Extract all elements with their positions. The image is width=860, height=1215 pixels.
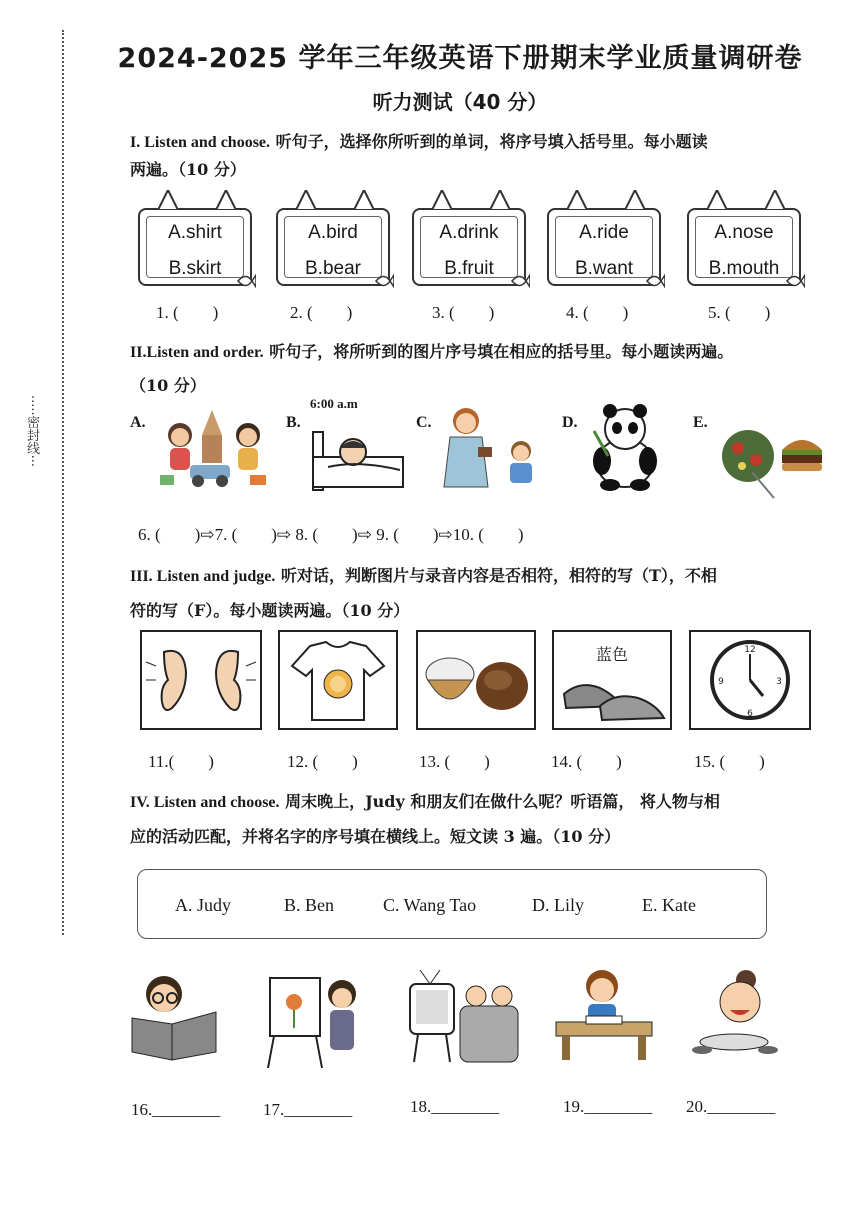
fish-icon — [236, 272, 256, 290]
section2-heading-2: （10 分） — [130, 376, 206, 395]
card-ears-icon — [150, 190, 244, 210]
child-waking-up-bed-image — [308, 412, 408, 492]
name-option-a: A. Judy — [175, 895, 232, 915]
shoes-icon — [560, 670, 668, 726]
match-blank-20[interactable]: 20.________ — [686, 1097, 776, 1116]
section2-title: II.Listen and order. — [130, 344, 264, 361]
mother-and-child-image — [436, 403, 548, 489]
word-card-2 — [276, 208, 390, 286]
section3-instructions: 听对话，判断图片与录音内容是否相符，相符的写（T），不相 — [280, 566, 717, 585]
clock-icon — [691, 632, 809, 728]
name-option-e: E. Kate — [642, 895, 696, 915]
svg-text:12: 12 — [744, 645, 756, 655]
pic-label-a: A. — [130, 414, 146, 431]
family-watching-tv-image — [406, 966, 522, 1070]
choose-answer-5: 5. ( ) — [708, 303, 771, 322]
section1-heading — [130, 128, 820, 183]
children-playing-toys-image — [150, 405, 275, 490]
card-option-a: A.bird — [308, 222, 358, 243]
judge-box-ears — [140, 630, 262, 730]
exam-subtitle: 听力测试（40 分） — [372, 90, 548, 114]
fish-icon — [510, 272, 530, 290]
judge-box-tshirt — [278, 630, 398, 730]
svg-text:6: 6 — [747, 709, 753, 719]
word-card-1 — [138, 208, 252, 286]
food-salad-hamburger-image — [712, 420, 827, 500]
section2-heading — [130, 338, 820, 366]
card-option-b: B.skirt — [168, 258, 222, 279]
child-doing-homework-image — [552, 966, 658, 1062]
child-painting-image — [264, 970, 368, 1070]
binding-margin-text: ·····密封线··· — [24, 395, 39, 468]
card-ears-icon — [288, 190, 382, 210]
child-eating-image — [684, 966, 784, 1058]
name-option-b: B. Ben — [284, 895, 335, 915]
pic-label-b: B. — [286, 414, 301, 431]
exam-title: 2024-2025 学年三年级英语下册期末学业质量调研卷 — [117, 43, 803, 74]
card-option-b: B.want — [574, 258, 634, 279]
svg-text:9: 9 — [718, 677, 724, 687]
child-reading-image — [122, 968, 222, 1064]
section1-instructions-2: 两遍。（10 分） — [130, 160, 246, 179]
section3-title: III. Listen and judge. — [130, 568, 276, 585]
judge-box-clock — [689, 630, 811, 730]
judge-box-rice-chicken — [416, 630, 536, 730]
word-card-5 — [687, 208, 801, 286]
card-option-b: B.bear — [305, 258, 361, 279]
pic-label-e: E. — [693, 414, 708, 431]
card-ears-icon — [424, 190, 518, 210]
section4-title: IV. Listen and choose. — [130, 794, 280, 811]
match-blank-17[interactable]: 17.________ — [263, 1100, 353, 1119]
judge-answer-14: 14. ( ) — [551, 752, 622, 771]
panda-image — [580, 401, 670, 491]
card-ears-icon — [559, 190, 653, 210]
choose-answer-4: 4. ( ) — [566, 303, 629, 322]
section1-title: I. Listen and choose. — [130, 134, 271, 151]
fish-icon — [785, 272, 805, 290]
card-option-a: A.shirt — [168, 222, 222, 243]
choose-answer-2: 2. ( ) — [290, 303, 353, 322]
judge-box-shoes — [552, 630, 672, 730]
judge-answer-15: 15. ( ) — [694, 752, 765, 771]
rice-and-chicken-icon — [418, 632, 534, 728]
judge-answer-11: 11.( ) — [148, 752, 214, 771]
card-option-b: B.fruit — [444, 258, 494, 279]
tshirt-lion-icon — [280, 632, 396, 728]
section4-heading — [130, 788, 820, 816]
time-caption: 6:00 a.m — [310, 396, 358, 411]
ears-icon — [142, 632, 260, 728]
order-answer-line: 6. ( )⇨7. ( )⇨ 8. ( )⇨ 9. ( )⇨10. ( ) — [138, 525, 524, 544]
shoe-color-caption: 蓝色 — [595, 645, 628, 664]
match-blank-16[interactable]: 16.________ — [131, 1100, 221, 1119]
card-option-a: A.drink — [439, 222, 499, 243]
choose-answer-3: 3. ( ) — [432, 303, 495, 322]
section3-heading-2: 符的写（F）。每小题读两遍。（10 分） — [130, 601, 410, 620]
match-blank-19[interactable]: 19.________ — [563, 1097, 653, 1116]
section3-heading — [130, 562, 820, 590]
fish-icon — [645, 272, 665, 290]
word-card-4 — [547, 208, 661, 286]
section1-instructions: 听句子，选择你所听到的单词，将序号填入括号里。每小题读 — [275, 132, 708, 151]
word-card-3 — [412, 208, 526, 286]
binding-margin-line — [62, 30, 64, 935]
judge-answer-13: 13. ( ) — [419, 752, 490, 771]
card-option-a: A.ride — [579, 222, 629, 243]
pic-label-c: C. — [416, 414, 432, 431]
choose-answer-1: 1. ( ) — [156, 303, 219, 322]
name-option-c: C. Wang Tao — [383, 895, 477, 915]
section2-instructions: 听句子，将所听到的图片序号填在相应的括号里。每小题读两遍。 — [269, 342, 734, 361]
judge-answer-12: 12. ( ) — [287, 752, 358, 771]
fish-icon — [374, 272, 394, 290]
svg-text:3: 3 — [776, 677, 782, 687]
match-blank-18[interactable]: 18.________ — [410, 1097, 500, 1116]
pic-label-d: D. — [562, 414, 578, 431]
section4-heading-2: 应的活动匹配，并将名字的序号填在横线上。短文读 3 遍。（10 分） — [130, 827, 621, 846]
card-ears-icon — [699, 190, 793, 210]
card-option-b: B.mouth — [708, 258, 780, 279]
name-option-d: D. Lily — [532, 895, 584, 915]
section4-instructions: 周末晚上，Judy 和朋友们在做什么呢？听语篇， 将人物与相 — [285, 792, 720, 811]
card-option-a: A.nose — [714, 222, 774, 243]
